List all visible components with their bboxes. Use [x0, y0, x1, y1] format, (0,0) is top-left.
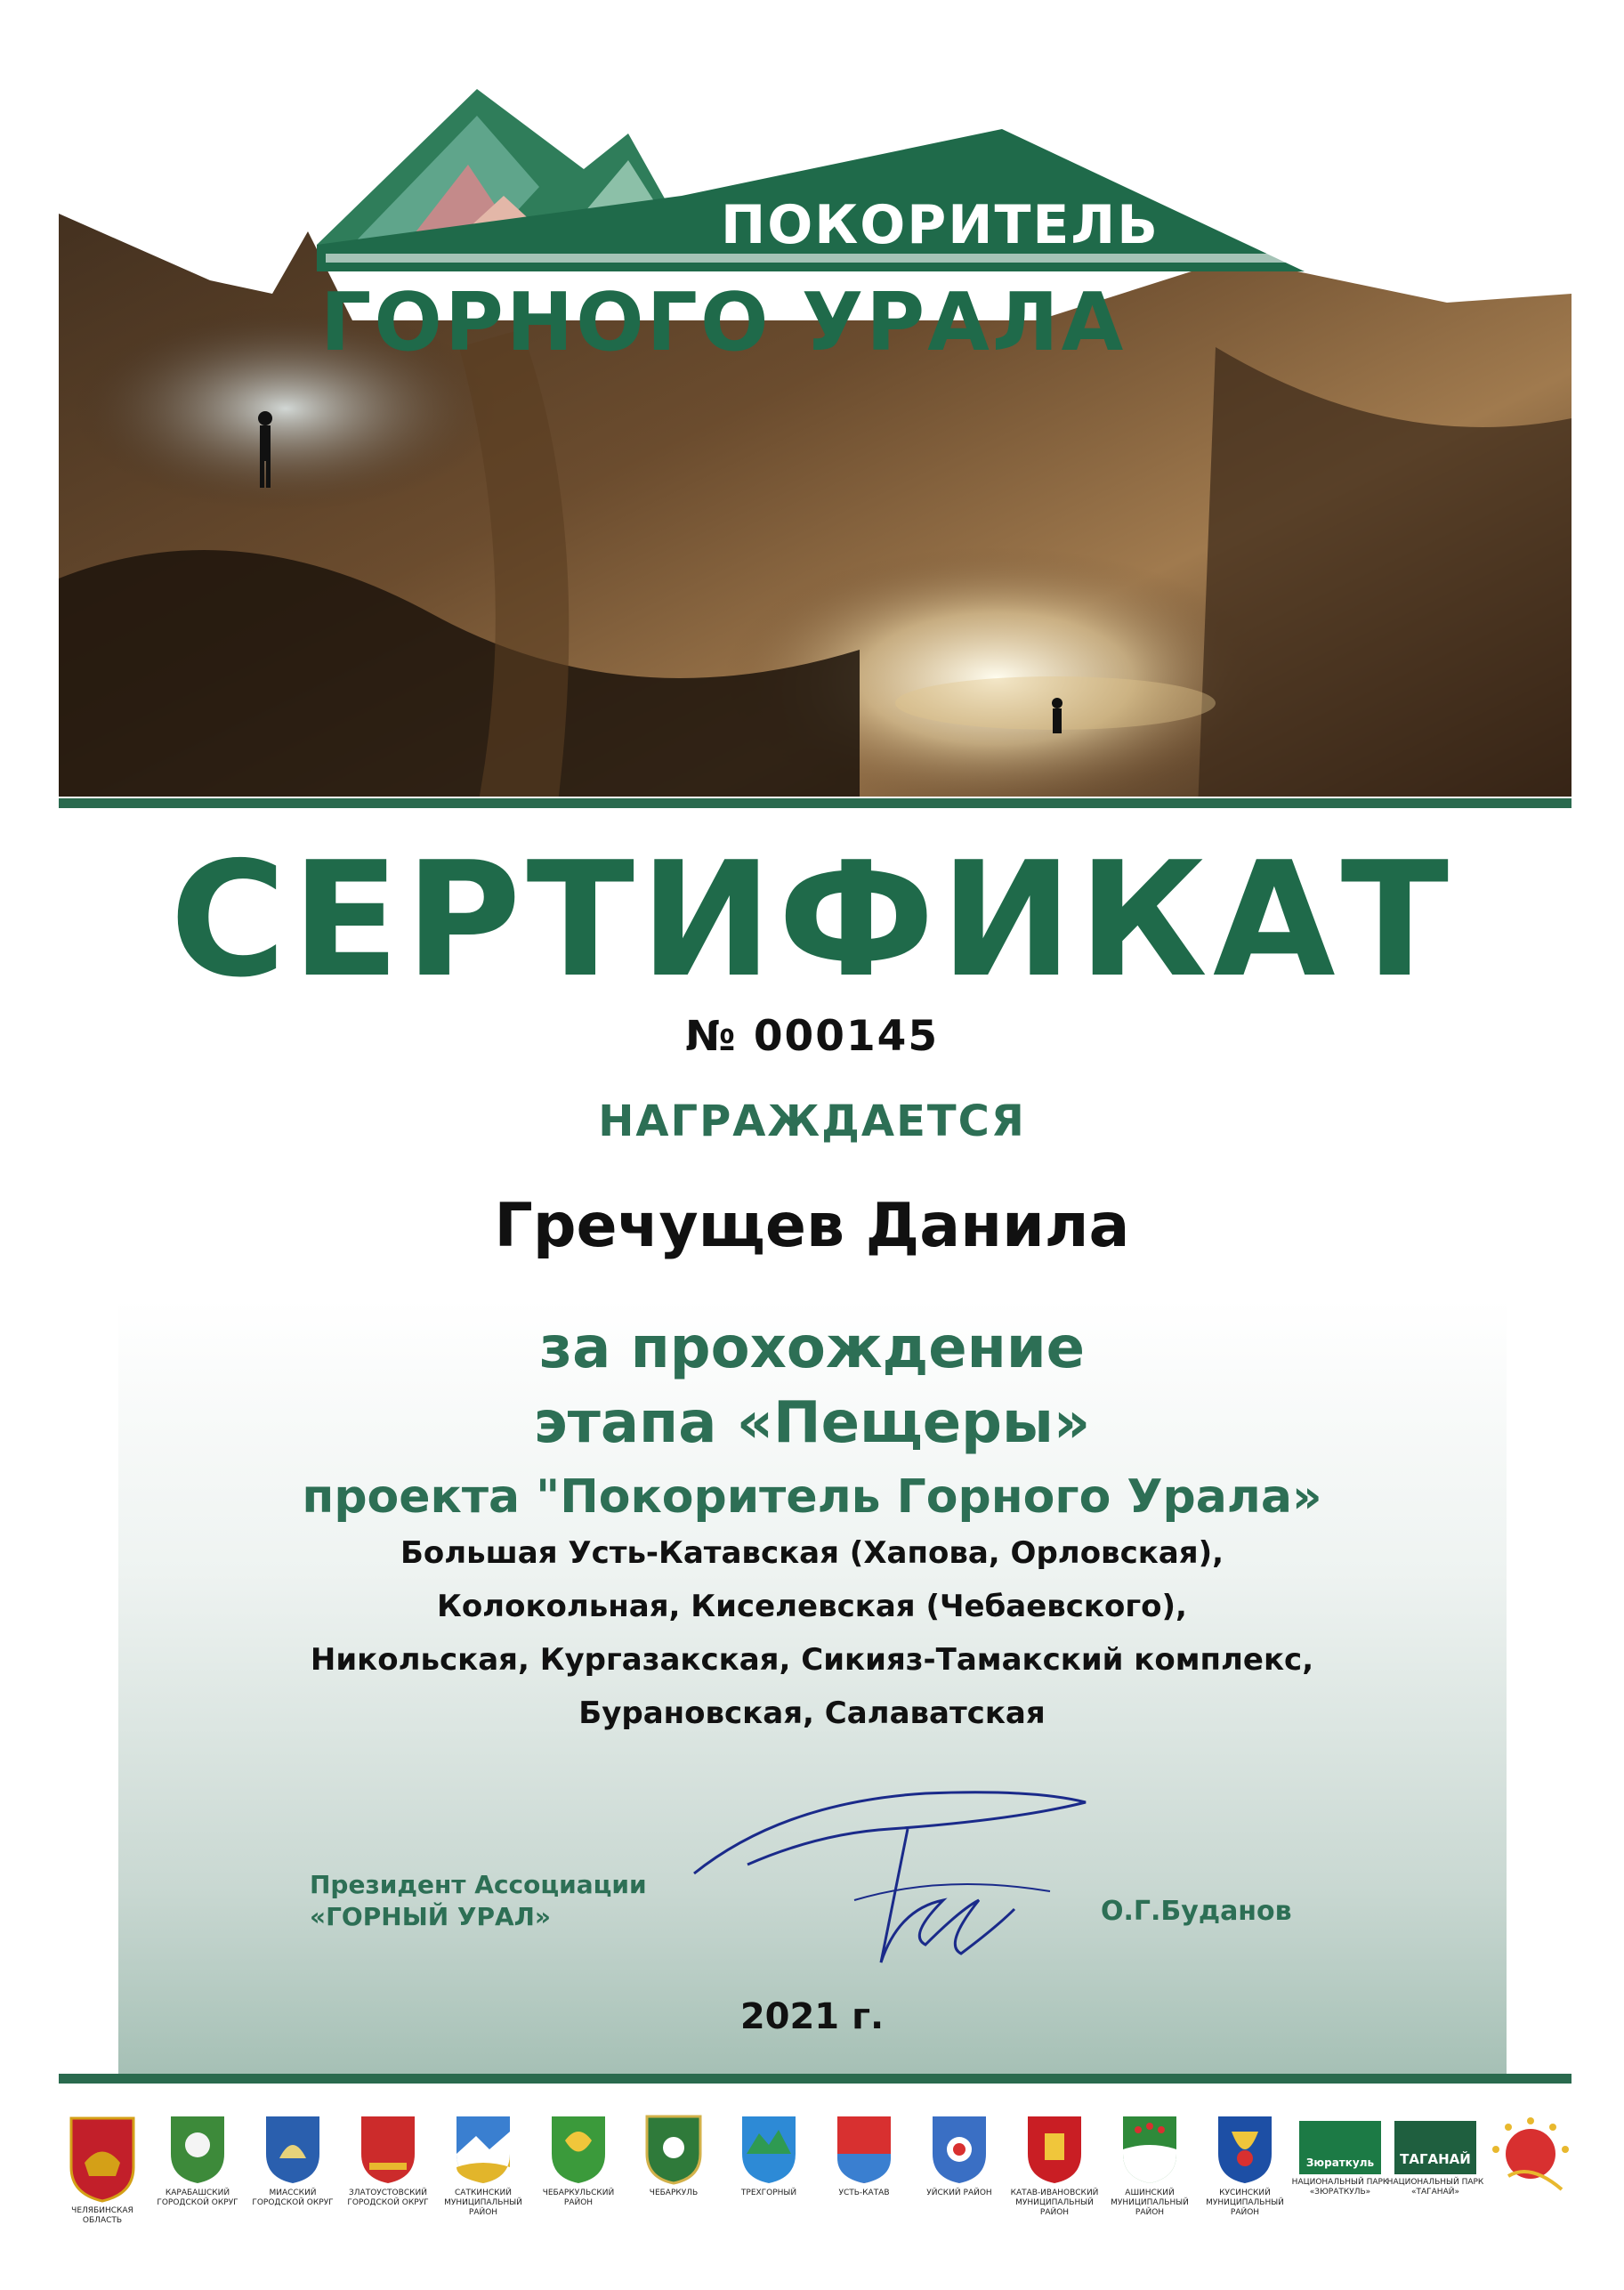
- kusa-crest-icon: [1216, 2114, 1274, 2185]
- header-hero: [59, 80, 1571, 810]
- logo-caption: ЗЛАТОУСТОВСКИЙ ГОРОДСКОЙ ОКРУГ: [347, 2189, 429, 2207]
- caves-line: Бурановская, Салаватская: [578, 1695, 1046, 1731]
- logo-caption: ТРЕХГОРНЫЙ: [740, 2189, 797, 2197]
- awarded-heading: НАГРАЖДАЕТСЯ: [598, 1096, 1026, 1146]
- partner-logo: [1291, 2114, 1389, 2197]
- reason-line: проекта "Покоритель Горного Урала»: [302, 1470, 1322, 1524]
- partner-logo: [1101, 2114, 1199, 2218]
- logo-caption: КУСИНСКИЙ МУНИЦИПАЛЬНЫЙ РАЙОН: [1206, 2189, 1284, 2217]
- logo-caption: НАЦИОНАЛЬНЫЙ ПАРК «ЗЮРАТКУЛЬ»: [1291, 2178, 1389, 2197]
- park-logo-label: ТАГАНАЙ: [1400, 2151, 1471, 2167]
- bottom-divider: [59, 2074, 1571, 2084]
- logo-caption: ЧЕБАРКУЛЬ: [649, 2189, 699, 2197]
- logo-caption: КАТАВ-ИВАНОВСКИЙ МУНИЦИПАЛЬНЫЙ РАЙОН: [1010, 2189, 1099, 2217]
- signer-title-line: «ГОРНЫЙ УРАЛ»: [310, 1902, 552, 1931]
- asha-crest-icon: [1120, 2114, 1179, 2185]
- issue-year: 2021 г.: [739, 1996, 885, 2037]
- recipient-name: Гречущев Данила: [494, 1191, 1130, 1261]
- certificate-title: СЕРТИФИКАТ: [169, 828, 1455, 1012]
- caves-line: Колокольная, Киселевская (Чебаевского),: [437, 1589, 1187, 1624]
- brand-line2: ГОРНОГО УРАЛА: [320, 276, 1127, 369]
- partner-logo: [529, 2114, 627, 2208]
- partner-logo: [1386, 2114, 1484, 2197]
- logo-caption: ЧЕЛЯБИНСКАЯ ОБЛАСТЬ: [71, 2206, 133, 2225]
- satka-crest-icon: [454, 2114, 513, 2185]
- karabash-crest-icon: [168, 2114, 227, 2185]
- signer-name: О.Г.Буданов: [1101, 1896, 1292, 1927]
- signature-icon: [676, 1767, 1103, 2016]
- partner-logo: [910, 2114, 1008, 2198]
- partner-logo: [1006, 2114, 1103, 2218]
- signer-title-line: Президент Ассоциации: [310, 1870, 647, 1899]
- logo-caption: САТКИНСКИЙ МУНИЦИПАЛЬНЫЙ РАЙОН: [444, 2189, 522, 2217]
- trekhgorny-crest-icon: [739, 2114, 798, 2185]
- partner-logo: [1196, 2114, 1294, 2218]
- partner-logo: [244, 2114, 342, 2208]
- partner-logo: [434, 2114, 532, 2218]
- partner-logo: [720, 2114, 818, 2198]
- caves-line: Большая Усть-Катавская (Хапова, Орловская),: [400, 1535, 1224, 1571]
- partner-logo: [1482, 2114, 1580, 2194]
- logo-caption: УСТЬ-КАТАВ: [838, 2189, 890, 2197]
- katav-ivanovsk-crest-icon: [1025, 2114, 1084, 2185]
- ust-katav-crest-icon: [835, 2114, 893, 2185]
- zyuratkul-park-logo-icon: [1299, 2121, 1381, 2174]
- logo-caption: АШИНСКИЙ МУНИЦИПАЛЬНЫЙ РАЙОН: [1111, 2189, 1189, 2217]
- logo-caption: УЙСКИЙ РАЙОН: [926, 2189, 992, 2197]
- top-divider: [59, 798, 1571, 808]
- chelyabinsk-region-crest-icon: [67, 2114, 138, 2203]
- logo-caption: ЧЕБАРКУЛЬСКИЙ РАЙОН: [542, 2189, 615, 2207]
- park-logo-label: Зюраткуль: [1305, 2156, 1375, 2169]
- reason-line: этапа «Пещеры»: [533, 1390, 1091, 1456]
- caves-line: Никольская, Кургазакская, Сикияз-Тамакский комплекс,: [310, 1642, 1314, 1678]
- brand-line1: ПОКОРИТЕЛЬ: [721, 194, 1159, 256]
- logo-caption: КАРАБАШСКИЙ ГОРОДСКОЙ ОКРУГ: [157, 2189, 238, 2207]
- partner-logo: [53, 2114, 151, 2226]
- chebarkul-crest-icon: [644, 2114, 703, 2185]
- partner-logo: [339, 2114, 437, 2208]
- uisky-crest-icon: [930, 2114, 989, 2185]
- miass-crest-icon: [263, 2114, 322, 2185]
- partner-logo: [815, 2114, 913, 2198]
- zlatoust-crest-icon: [359, 2114, 417, 2185]
- signer-title: [310, 1869, 647, 1933]
- chebarkul-district-crest-icon: [549, 2114, 608, 2185]
- partner-logo: [149, 2114, 246, 2208]
- reason-line: за прохождение: [538, 1315, 1086, 1381]
- logo-caption: НАЦИОНАЛЬНЫЙ ПАРК «ТАГАНАЙ»: [1386, 2178, 1484, 2197]
- certificate-number: № 000145: [684, 1012, 940, 1061]
- logo-caption: МИАССКИЙ ГОРОДСКОЙ ОКРУГ: [252, 2189, 334, 2207]
- partner-logo: [625, 2114, 723, 2198]
- association-emblem-icon: [1491, 2114, 1571, 2194]
- partner-logos: [53, 2114, 1575, 2283]
- taganay-park-logo-icon: [1394, 2121, 1476, 2174]
